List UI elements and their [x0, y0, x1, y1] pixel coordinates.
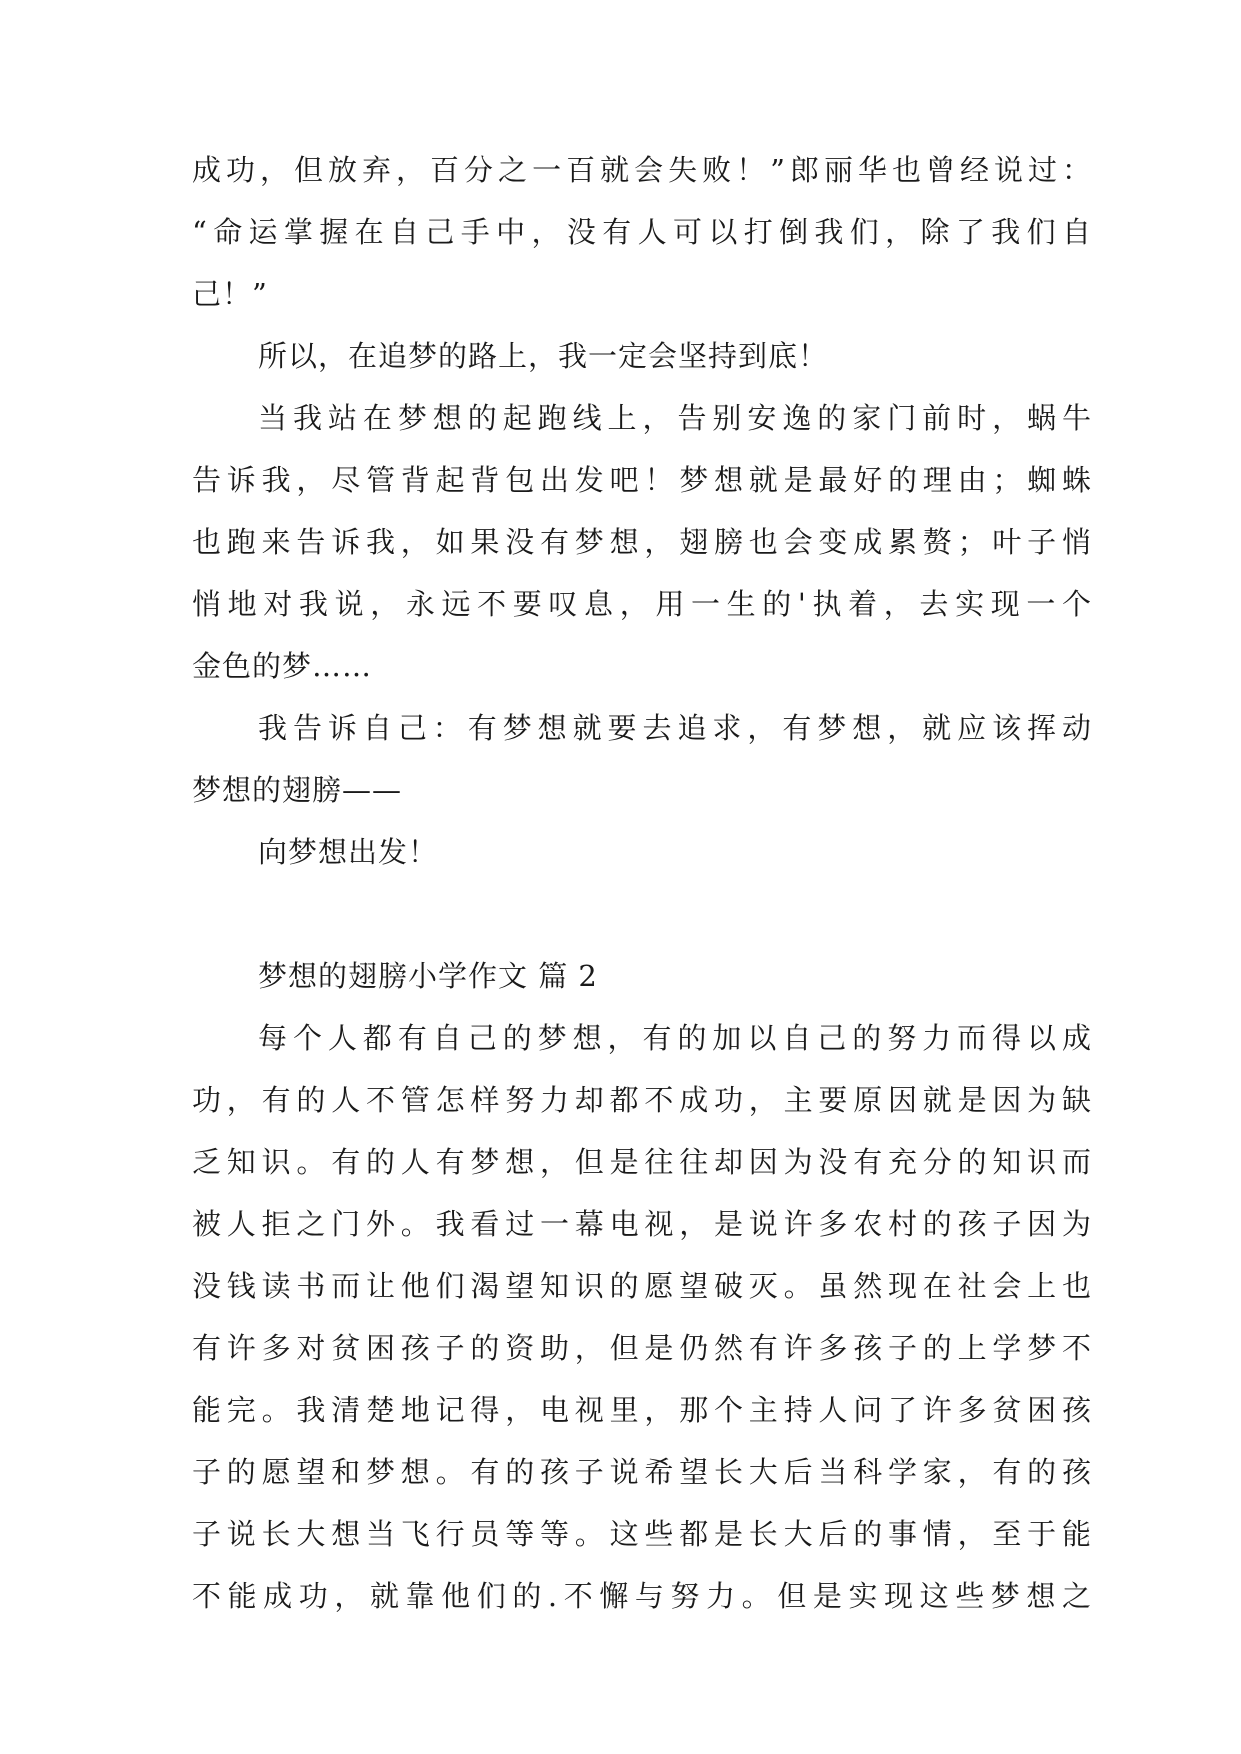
text-line: 子的愿望和梦想。有的孩子说希望长大后当科学家，有的孩 [192, 1455, 1092, 1489]
section-heading: 梦想的翅膀小学作文 篇 2 [258, 959, 598, 993]
text-line: 告诉我，尽管背起背包出发吧！梦想就是最好的理由；蜘蛛 [192, 463, 1092, 497]
text-line: 每个人都有自己的梦想，有的加以自己的努力而得以成 [258, 1021, 1092, 1055]
text-line: 我告诉自己：有梦想就要去追求，有梦想，就应该挥动 [258, 711, 1092, 745]
text-line: 梦想的翅膀—— [192, 773, 403, 807]
text-line: 被人拒之门外。我看过一幕电视，是说许多农村的孩子因为 [192, 1207, 1092, 1241]
text-line: 子说长大想当飞行员等等。这些都是长大后的事情，至于能 [192, 1517, 1092, 1551]
text-line: “命运掌握在自己手中，没有人可以打倒我们，除了我们自 [192, 215, 1092, 249]
text-line: 功，有的人不管怎样努力却都不成功，主要原因就是因为缺 [192, 1083, 1092, 1117]
text-line: 也跑来告诉我，如果没有梦想，翅膀也会变成累赘；叶子悄 [192, 525, 1092, 559]
text-line: 向梦想出发！ [258, 835, 439, 869]
text-line: 能完。我清楚地记得，电视里，那个主持人问了许多贫困孩 [192, 1393, 1092, 1427]
text-line: 乏知识。有的人有梦想，但是往往却因为没有充分的知识而 [192, 1145, 1092, 1179]
text-line: 不能成功，就靠他们的.不懈与努力。但是实现这些梦想之 [192, 1579, 1092, 1613]
text-line: 没钱读书而让他们渴望知识的愿望破灭。虽然现在社会上也 [192, 1269, 1092, 1303]
text-line: 有许多对贫困孩子的资助，但是仍然有许多孩子的上学梦不 [192, 1331, 1092, 1365]
text-line: 成功，但放弃，百分之一百就会失败！”郎丽华也曾经说过： [192, 153, 1092, 187]
text-line: 悄地对我说，永远不要叹息，用一生的'执着，去实现一个 [192, 587, 1092, 621]
text-line: 己！” [192, 277, 268, 311]
text-line: 金色的梦…… [192, 649, 373, 683]
text-line: 当我站在梦想的起跑线上，告别安逸的家门前时，蜗牛 [258, 401, 1092, 435]
text-line: 所以，在追梦的路上，我一定会坚持到底！ [258, 339, 829, 373]
